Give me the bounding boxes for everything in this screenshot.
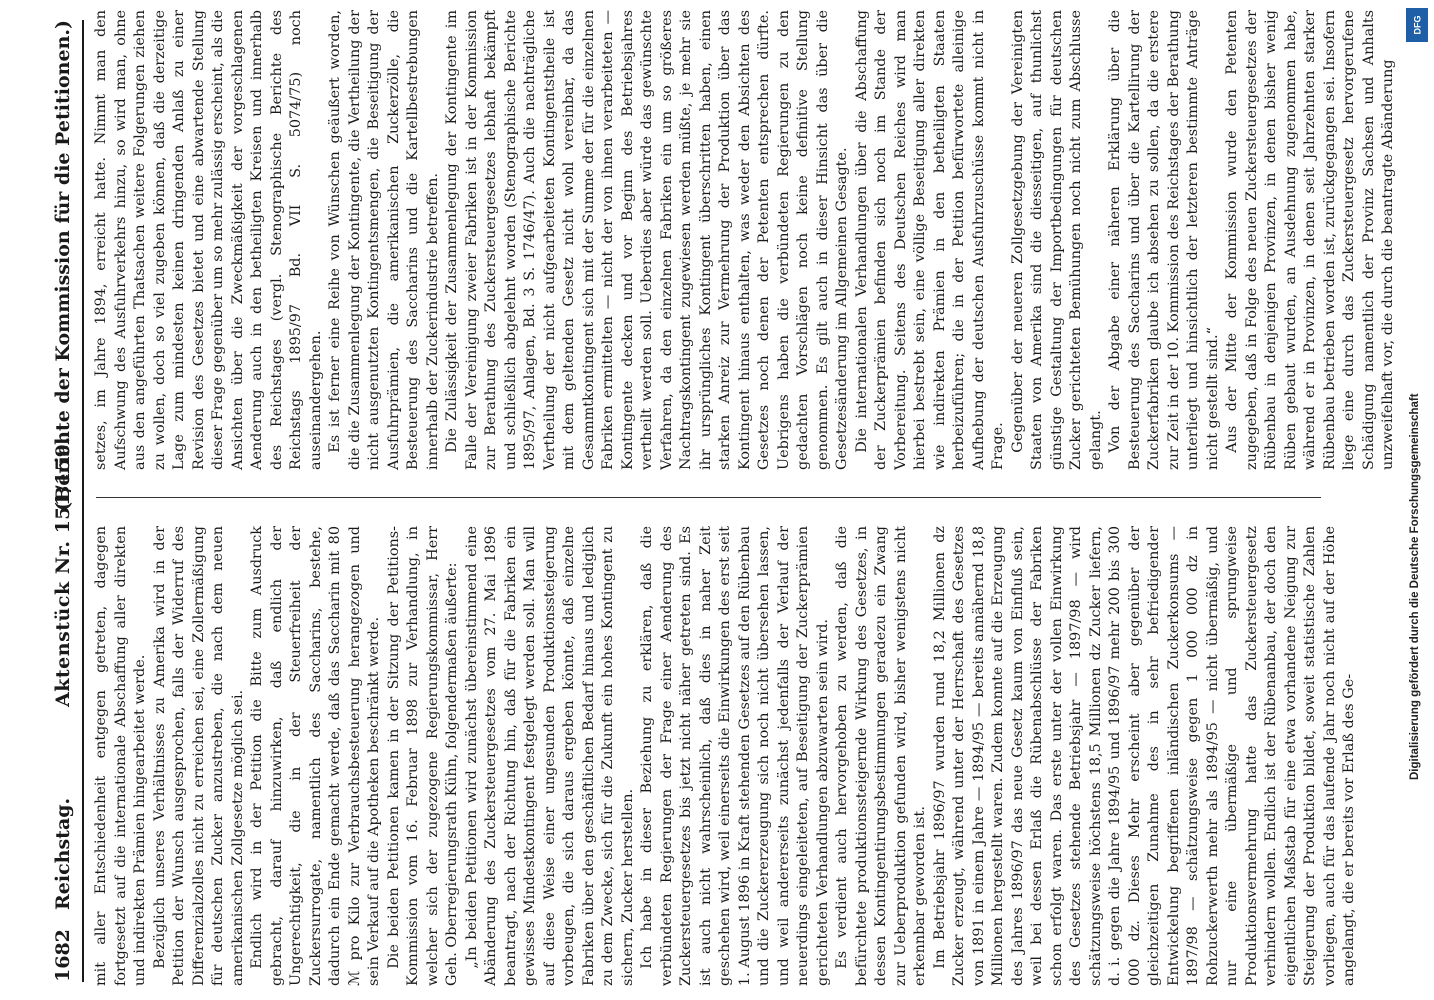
paragraph: Die beiden Petitionen kamen in der Sitzung der Petitions-Kommission vom 16. Februar 1898 zur Verhandlung, in welcher sich der zugezogene Regierungskommissar, Herr Geh. Oberregierungsrath Kühn, folgendermaßen äußerte: bbox=[385, 526, 460, 986]
paragraph: Die internationalen Verhandlungen über die Abschaffung der Zuckerprämien befinden sich noch im Stande der Vorbereitung. Seitens des Deutschen Reiches wird man hierbei bestrebt sein, eine völlige Beseitigung aller direkten wie indirekten Prämien in den betheiligten Staaten herbeizuführen; die in der Petition befürwortete alleinige Aufhebung der deutschen Ausfuhrzuschüsse kommt nicht in Frage. bbox=[853, 10, 1006, 470]
header-rule bbox=[82, 20, 84, 982]
digitization-note: Digitalisierung gefördert durch die Deutsche Forschungsgemeinschaft bbox=[1409, 393, 1421, 780]
paragraph: Von der Abgabe einer näheren Erklärung über die Besteuerung des Saccharins und über die Kartellirung der Zuckerfabriken glaube ich absehen zu sollen, da die erstere zur Zeit in der 10. Kommission des Reichstages der Berathung unterliegt und hinsichtlich der letzteren bestimmte Anträge nicht gestellt sind.“ bbox=[1107, 10, 1221, 470]
paragraph: Ich habe in dieser Beziehung zu erklären, daß die verbündeten Regierungen der Frage einer Aenderung des Zuckersteuergesetzes bis jetzt nicht näher getreten sind. Es ist auch nicht wahrscheinlich, daß dies in naher Zeit geschehen wird, weil einerseits die Einwirkungen des erst seit 1. August 1896 in Kraft stehenden Gesetzes auf den Rübenbau und die Zuckererzeugung sich noch nicht übersehen lassen, und weil andererseits zunächst jedenfalls der Verlauf der neuerdings eingeleiteten, auf Beseitigung der Zuckerprämien gerichteten Verhandlungen abzuwarten sein wird. bbox=[639, 526, 831, 986]
paragraph: „In beiden Petitionen wird zunächst übereinstimmend eine Abänderung des Zuckersteuergesetzes vom 27. Mai 1896 beantragt, nach der Richtung hin, daß für die Fabriken ein gewisses Mindestkontingent festgelegt werden soll. Man will auf diese Weise einer ungesunden Produktionssteigerung vorbeugen, die sich daraus ergeben könnte, daß einzelne Fabriken über den geschäftlichen Bedarf hinaus und lediglich zu dem Zwecke, sich für die Zukunft ein hohes Kontingent zu sichern, Zucker herstellen. bbox=[463, 526, 636, 986]
page-number: 1682 bbox=[52, 929, 74, 982]
paragraph: Es ist ferner eine Reihe von Wünschen geäußert worden, die die Zusammenlegung der Kontingente, die Vertheilung der nicht ausgenutzten Kontingentsmengen, die Beseitigung der Ausfuhrprämien, die amerikanischen Zuckerzölle, die Besteuerung des Saccharins und die Kartellbestrebungen innerhalb der Zuckerindustrie betreffen. bbox=[327, 10, 441, 470]
right-column bbox=[92, 10, 1396, 470]
paragraph: mit aller Entschiedenheit entgegen getreten, dagegen fortgesetzt auf die internationale Abschaffung aller direkten und indirekten Prämien hingearbeitet werde. bbox=[93, 526, 148, 986]
paragraph: Gegenüber der neueren Zollgesetzgebung der Vereinigten Staaten von Amerika sind die diesseitigen, auf thunlichst günstige Gestaltung der Importbedingungen für deutschen Zucker gerichteten Bemühungen noch nicht zum Abschlusse gelangt. bbox=[1009, 10, 1104, 470]
document-title: Aktenstück Nr. 151/159. bbox=[52, 436, 74, 707]
paragraph: Aus der Mitte der Kommission wurde den Petenten zugegeben, daß in Folge des neuen Zuckersteuergesetzes der Rübenbau in denjenigen Provinzen, in denen bisher wenig Rüben gebaut wurden, an Ausdehnung zugenommen habe, während er in Provinzen, in denen seit Jahrzehnten starker Rübenbau betrieben worden ist, zurückgegangen sei. Insofern liege eine durch das Zuckersteuergesetz hervorgerufene Schädigung namentlich der Provinz Sachsen und Anhalts unzweifelhaft vor, die durch die beantragte Abänderung bbox=[1224, 10, 1396, 470]
page-header bbox=[52, 20, 86, 982]
running-head-right: (Berichte der Kommission für die Petitionen.) bbox=[52, 20, 74, 511]
left-column bbox=[92, 526, 1357, 986]
digitization-stamp bbox=[1404, 0, 1430, 1000]
paragraph: Es verdient auch hervorgehoben zu werden, daß die befürchtete produktionssteigernde Wirkung des Gesetzes, in dessen Kontingentirungsbestimmungen geradezu ein Zwang zur Ueberproduktion gefunden wird, bisher wenigstens nicht erkennbar geworden ist. bbox=[834, 526, 928, 986]
paragraph: Bezüglich unseres Verhältnisses zu Amerika wird in der Petition der Wunsch ausgesprochen, falls der Widerruf des Differenzialzolles nicht zu erreichen sei, eine Zollermäßigung für deutschen Zucker anzustreben, die nach dem neuen amerikanischen Zollgesetze möglich sei. bbox=[151, 526, 246, 986]
paragraph: Im Betriebsjahr 1896/97 wurden rund 18,2 Millionen dz Zucker erzeugt, während unter der Herrschaft des Gesetzes von 1891 in einem Jahre — 1894/95 — bereits annähernd 18,8 Millionen hergestellt waren. Zudem konnte auf die Erzeugung des Jahres 1896/97 das neue Gesetz kaum von Einfluß sein, weil bei dessen Erlaß die Rübenabschlüsse der Fabriken schon erfolgt waren. Das erste unter der vollen Einwirkung des Gesetzes stehende Betriebsjahr — 1897/98 — wird schätzungsweise höchstens 18,5 Millionen dz Zucker liefern, d. i. gegen die Jahre 1894/95 und 1896/97 mehr 200 bis 300 000 dz. Dieses Mehr erscheint aber gegenüber der gleichzeitigen Zunahme des in sehr befriedigender Entwickelung begriffenen inländischen Zuckerkonsums — 1897/98 — schätzungsweise gegen 1 000 000 dz in Rohzuckerwerth mehr als 1894/95 — nicht übermäßig, und nur eine übermäßige und sprungweise Produktionsvermehrung hatte das Zuckersteuergesetz verhindern wollen. Endlich ist der Rübenanbau, der doch den eigentlichen Maßstab für eine etwa vorhandene Neigung zur Steigerung der Produktion bildet, soweit statistische Zahlen vorliegen, auch für das laufende Jahr noch nicht auf der Höhe angelangt, die er bereits vor Erlaß des Ge- bbox=[931, 526, 1357, 986]
paragraph: Endlich wird in der Petition die Bitte zum Ausdruck gebracht, darauf hinzuwirken, daß endlich der Ungerechtigkeit, die in der Steuerfreiheit der Zuckersurrogate, namentlich des Saccharins, bestehe, dadurch ein Ende gemacht werde, daß das Saccharin mit 80 ℳ pro Kilo zur Verbrauchsbesteuerung herangezogen und sein Verkauf auf die Apotheken beschränkt werde. bbox=[249, 526, 382, 986]
dfg-logo: DFG bbox=[1406, 8, 1428, 42]
paragraph: Die Zulässigkeit der Zusammenlegung der Kontingente im Falle der Vereinigung zweier Fabriken ist in der Kommission zur Berathung des Zuckersteuergesetzes lebhaft bekämpft und schließlich abgelehnt worden (Stenographische Berichte 1895/97, Anlagen, Bd. 3 S. 1746/47). Auch die nachträgliche Vertheilung der nicht aufgearbeiteten Kontingentstheile ist mit dem geltenden Gesetz nicht wohl vereinbar, da das Gesammtkontingent sich mit der Summe der für die einzelnen Fabriken ermittelten — nicht der von ihnen verarbeiteten — Kontingente decken und vor Beginn des Betriebsjahres vertheilt werden soll. Ueberdies aber würde das gewünschte Verfahren, da den einzelnen Fabriken ein um so größeres Nachtragskontingent zugewiesen werden müßte, je mehr sie ihr ursprüngliches Kontingent überschritten haben, einen starken Anreiz zur Vermehrung der Produktion über das Kontingent hinaus enthalten, was weder den Absichten des Gesetzes noch denen der Petenten entsprechen dürfte. Uebrigens haben die verbündeten Regierungen zu den gedachten Vorschlägen noch keine definitive Stellung genommen. Es gilt auch in dieser Hinsicht das über die Gesetzesänderung im Allgemeinen Gesagte. bbox=[444, 10, 850, 470]
running-head-left: Reichstag. bbox=[52, 797, 74, 910]
paragraph: setzes, im Jahre 1894, erreicht hatte. Nimmt man den Aufschwung des Ausfuhrverkehrs hinzu, so wird man, ohne aus den angeführten Thatsachen weitere Folgerungen ziehen zu wollen, doch so viel zugeben können, daß die derzeitige Lage zum mindesten keinen dringenden Anlaß zu einer Revision des Gesetzes bietet und eine abwartende Stellung dieser Frage gegenüber um so mehr zulässig erscheint, als die Ansichten über die Zweckmäßigkeit der vorgeschlagenen Aenderung auch in den betheiligten Kreisen und innerhalb des Reichstages (vergl. Stenographische Berichte des Reichstags 1895/97 Bd. VII S. 5074/75) noch auseinandergehen. bbox=[93, 10, 324, 470]
column-divider bbox=[96, 497, 1321, 498]
